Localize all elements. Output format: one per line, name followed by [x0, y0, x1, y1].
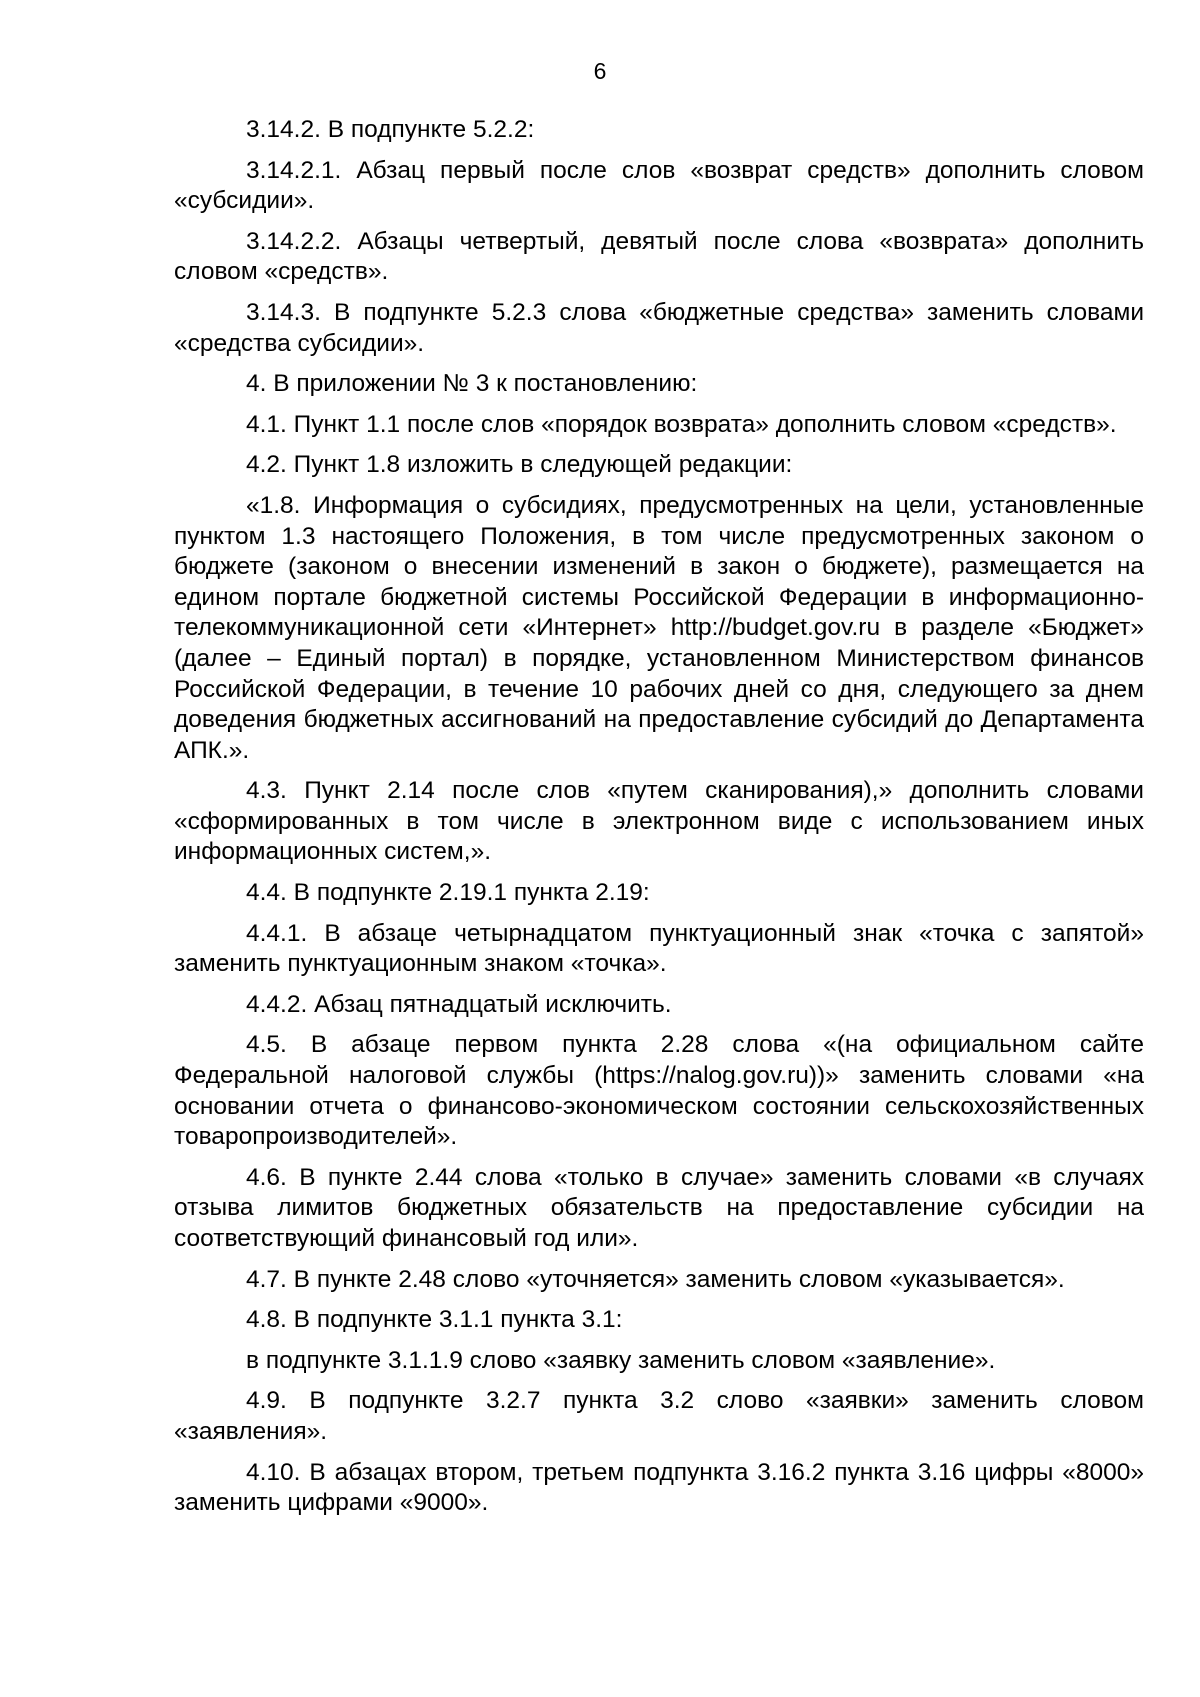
- paragraph-4-4: 4.4. В подпункте 2.19.1 пункта 2.19:: [246, 879, 650, 907]
- paragraph-4-6: 4.6. В пункте 2.44 слова «только в случае» заменить словами «в случаях отзыва лимитов бюджетных обязательств на предоставление субсидии на соответствующий финансовый год или».: [174, 1163, 1144, 1252]
- paragraph-4-8: 4.8. В подпункте 3.1.1 пункта 3.1:: [246, 1306, 623, 1334]
- paragraph-4-1: 4.1. Пункт 1.1 после слов «порядок возврата» дополнить словом «средств».: [246, 410, 1117, 438]
- paragraph-4-10: 4.10. В абзацах втором, третьем подпункта 3.16.2 пункта 3.16 цифры «8000» заменить цифрами «9000».: [174, 1458, 1144, 1517]
- paragraph-3-1-1-9: в подпункте 3.1.1.9 слово «заявку заменить словом «заявление».: [246, 1346, 996, 1374]
- paragraph-1-8-quote: «1.8. Информация о субсидиях, предусмотренных на цели, установленные пунктом 1.3 настоящего Положения, в том числе предусмотренных законом о бюджете (законом о внесении изменений в закон о бюджете), размещается на едином портале бюджетной системы Российской Федерации в информационно-телекоммуникационной сети «Интернет» http://budget.gov.ru в разделе «Бюджет» (далее – Единый портал) в порядке, установленном Министерством финансов Российской Федерации, в течение 10 рабочих дней со дня, следующего за днем доведения бюджетных ассигнований на предоставление субсидий до Департамента АПК.».: [174, 491, 1144, 764]
- paragraph-4-9: 4.9. В подпункте 3.2.7 пункта 3.2 слово «заявки» заменить словом «заявления».: [174, 1387, 1144, 1445]
- paragraph-4-4-1: 4.4.1. В абзаце четырнадцатом пунктуационный знак «точка с запятой» заменить пунктуационным знаком «точка».: [174, 919, 1144, 978]
- paragraph-3-14-2-1: 3.14.2.1. Абзац первый после слов «возврат средств» дополнить словом «субсидии».: [174, 156, 1144, 215]
- paragraph-3-14-2: 3.14.2. В подпункте 5.2.2:: [246, 116, 535, 143]
- paragraph-4-3: 4.3. Пункт 2.14 после слов «путем сканирования),» дополнить словами «сформированных в том числе в электронном виде с использованием иных информационных систем,».: [174, 777, 1144, 866]
- paragraph-3-14-3: 3.14.3. В подпункте 5.2.3 слова «бюджетные средства» заменить словами «средства субсидии».: [174, 298, 1144, 357]
- paragraph-4-5: 4.5. В абзаце первом пункта 2.28 слова «(на официальном сайте Федеральной налоговой службы (https://nalog.gov.ru))» заменить словами «на основании отчета о финансово-экономическом состоянии сельскохозяйственных товаропроизводителей».: [174, 1031, 1144, 1151]
- paragraph-3-14-2-2: 3.14.2.2. Абзацы четвертый, девятый после слова «возврата» дополнить словом «средств».: [174, 227, 1144, 286]
- paragraph-4-7: 4.7. В пункте 2.48 слово «уточняется» заменить словом «указывается».: [246, 1265, 1065, 1293]
- document-body: [174, 115, 1144, 1529]
- paragraph-4-4-2: 4.4.2. Абзац пятнадцатый исключить.: [246, 990, 672, 1018]
- page-number: 6: [593, 58, 607, 84]
- paragraph-4-2: 4.2. Пункт 1.8 изложить в следующей редакции:: [246, 451, 793, 479]
- paragraph-4: 4. В приложении № 3 к постановлению:: [246, 370, 698, 398]
